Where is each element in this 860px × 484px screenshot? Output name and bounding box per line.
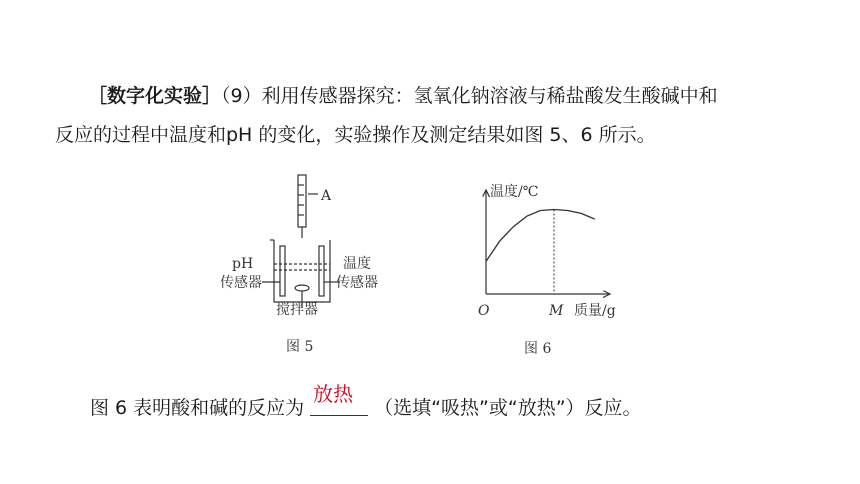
- figure-5-caption: 图 5: [286, 339, 314, 355]
- label-temp: 温度: [343, 256, 371, 272]
- label-ph: pH: [232, 256, 254, 272]
- origin-label: O: [478, 303, 490, 319]
- figure-5: [210, 170, 410, 360]
- question-line-1: [88, 81, 718, 111]
- answer-blank[interactable]: [310, 382, 368, 416]
- temperature-curve: [486, 210, 595, 262]
- figure-6: [470, 172, 640, 360]
- burette-tube: [298, 175, 306, 227]
- label-stirrer: 搅拌器: [276, 302, 318, 318]
- stirrer-bar: [295, 285, 309, 291]
- y-axis-label: 温度/℃: [490, 184, 539, 200]
- label-temp-sensor: 传感器: [336, 275, 378, 291]
- apparatus-diagram: [210, 170, 410, 360]
- label-a: A: [321, 188, 332, 204]
- temp-sensor-probe: [319, 246, 324, 296]
- answer-text: 放热: [313, 382, 354, 406]
- question-suffix: （选填“吸热”或“放热”）反应。: [374, 397, 642, 419]
- m-label: M: [549, 303, 564, 319]
- label-ph-sensor: 传感器: [220, 275, 262, 291]
- question-prefix: 图 6 表明酸和碱的反应为: [90, 397, 305, 419]
- figure-6-caption: 图 6: [524, 341, 552, 357]
- question-line-2: 反应的过程中温度和pH 的变化，实验操作及测定结果如图 5、6 所示。: [55, 124, 656, 146]
- temperature-chart: [470, 172, 640, 360]
- section-label: ［数字化实验］: [88, 85, 222, 107]
- x-axis-label: 质量/g: [574, 303, 616, 319]
- ph-sensor-probe: [280, 246, 285, 296]
- fill-in-question: [90, 382, 642, 423]
- question-text-1: （9）利用传感器探究：氢氧化钠溶液与稀盐酸发生酸碱中和: [221, 85, 718, 107]
